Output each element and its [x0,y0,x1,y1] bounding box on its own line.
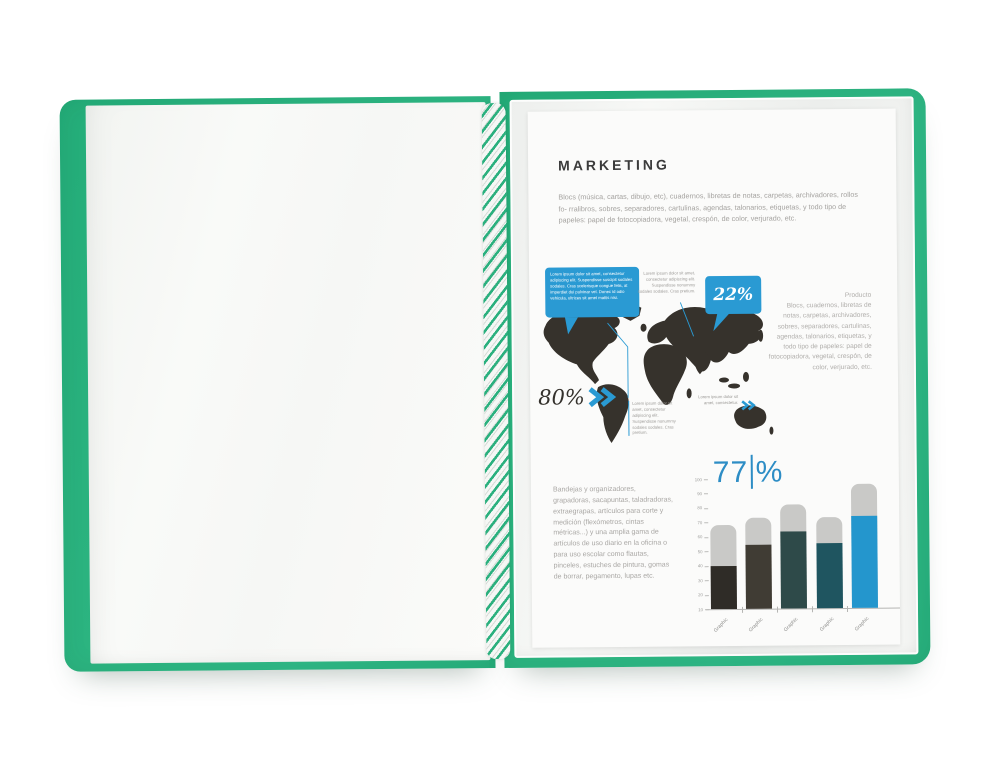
y-axis-tick [705,566,709,567]
y-axis-label: 50 [697,548,703,554]
marketing-document [528,109,901,648]
y-axis-tick [705,595,709,596]
world-map-infographic [537,262,787,456]
x-axis-tick [847,606,848,612]
map-indonesia-2 [728,383,740,388]
x-axis-label: Graphic [747,616,765,634]
map-africa [643,344,687,405]
side-note-body: Blocs, cuadernos, libretas de notas, carpetas, archivadores, sobres, separadores, cartulinas, agendas, talonarios, etiquetas, y todo tipo de papeles: papel de fotocopiadora, vegetal, crespón, de color, verjurado, etc. [768,301,872,371]
map-indonesia-1 [719,378,729,383]
map-philippines [743,372,749,382]
map-note-top: Lorem ipsum dolor sit amet, consectetur adipiscing elit. Suspendisse nonummy sodales sodales. Cras pretium. [637,270,696,294]
y-axis-label: 10 [698,606,704,612]
map-india [694,352,709,375]
x-axis-tick [812,606,813,612]
chart-title-divider [751,455,753,489]
y-axis-tick [704,551,708,552]
map-uk [641,324,647,332]
chart-title-77-percent [713,455,784,491]
small-double-chevron-icon [740,400,756,411]
y-axis-label: 80 [697,505,703,511]
speech-bubble-22-percent-value: 22% [713,284,754,306]
document-title: MARKETING [558,156,670,174]
x-axis-label: Graphic [783,616,800,634]
map-japan [758,330,763,342]
y-axis-label: 60 [697,534,703,540]
bottom-note-paragraph: Bandejas y organizadores, grapadoras, sacapuntas, taladradoras, extraegrapas, artículos para corte y medición (flexómetros, cintas métricas...) y una amplia gama de artículos de uso diario en la oficina o para uso escolar como flautas, pinceles, estuches de pintura, gomas de borrar, pegamento, lupas etc. [552,485,673,581]
y-axis-label: 30 [697,577,703,583]
x-axis-label: Graphic [712,617,730,634]
y-axis-label: 40 [697,563,703,569]
x-axis-label: Graphic [818,616,835,633]
speech-bubble-left-text: Lorem ipsum dolor sit amet, consectetur adipiscing elit. Suspendisse suscipit sodales sodales. Cras scelerisque congue felis, at imperdiet dui pulvinar vel. Donec id odio vehicula, ultrices sit amet mattis nisi. [550,270,633,301]
y-axis-tick [704,523,708,524]
speech-bubble-left [545,267,639,318]
side-note-column [767,291,872,374]
map-new-zealand [769,427,773,435]
y-axis-label: 100 [694,476,702,482]
y-axis-label: 90 [697,491,703,497]
document-intro-paragraph: Blocs (música, cartas, dibujo, etc), cuadernos, libretas de notas, carpetas, archivadores, rollos fo- rralibros, sobres, separadores, cartulinas, agendas, talonarios, etiquetas, y todo tipo de papeles: papel de fotocopiadora, vegetal, crespón, de color, verjurado, etc. [558,189,859,225]
map-note-right [692,394,738,406]
map-north-america [543,309,620,384]
left-blank-sheet [86,102,491,663]
y-axis-tick [704,508,708,509]
speech-bubble-22-percent [705,276,761,314]
bar-value [851,515,878,608]
x-axis-tick [742,607,743,613]
bar-value [746,545,773,609]
y-axis-tick [704,479,708,480]
double-chevron-icon [587,386,617,408]
x-axis-tick [777,607,778,613]
y-axis-tick [704,494,708,495]
bar-chart [687,452,903,644]
map-madagascar [687,388,692,398]
y-axis-tick [705,580,709,581]
bar-value [816,543,843,608]
stat-80-percent [538,385,617,410]
chart-title-suffix: % [755,455,784,489]
map-note-bottom: Lorem ipsum dolor sit amet, consectetur adipiscing elit. Suspendisse nonummy sodales sodales. Cras pretium. [628,400,682,436]
side-note-heading: Producto [844,291,872,299]
chart-title-value: 77 [712,455,749,490]
stat-80-percent-value: 80% [538,385,585,410]
y-axis-label: 70 [697,520,703,526]
bar-value [781,532,808,609]
map-note-right-text: Lorem ipsum dolor sit amet, consectetur. [698,393,739,406]
y-axis-label: 20 [698,592,703,598]
spiral-binding-coil [482,103,511,659]
x-axis-label: Graphic [853,615,871,633]
y-axis-tick [704,537,708,538]
y-axis-tick [705,609,709,610]
bar-value [711,566,737,610]
